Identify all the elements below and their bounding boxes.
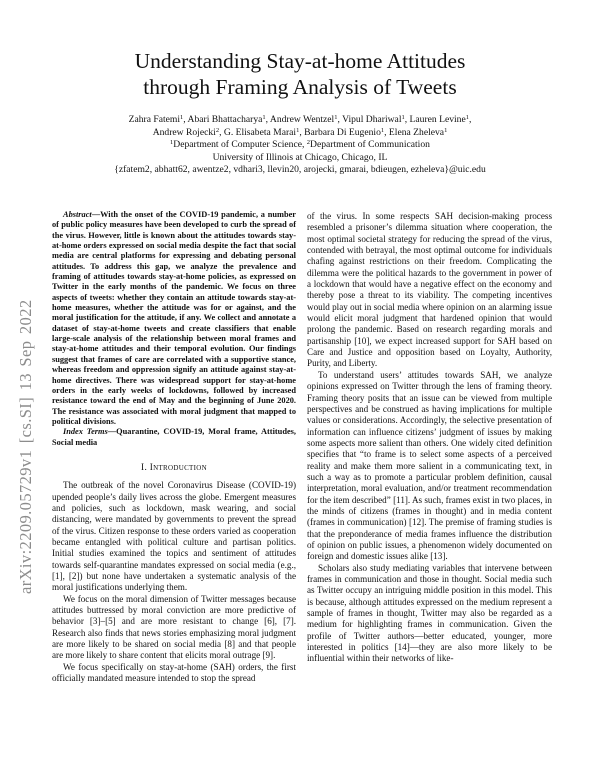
- abstract-text: —With the onset of the COVID-19 pandemic, a number of public policy measures have been developed to curb the spread of the virus. However, little is known about the attitudes towards stay-at-home orders expressed on social media despite the fact that social media are central platforms for expressing and debating personal attitudes. To address this gap, we analyze the prevalence and framing of attitudes towards stay-at-home policies, as expressed on Twitter in the early months of the pandemic. We focus on three aspects of tweets: whether they contain an attitude towards stay-at-home measures, whether the attitude was for or against, and the moral justification for the attitude, if any. We collect and annotate a dataset of stay-at-home tweets and create classifiers that enable large-scale analysis of the relationship between moral frames and stay-at-home attitudes and their temporal evolution. Our findings suggest that frames of care are correlated with a supportive stance, whereas freedom and oppression signify an attitude against stay-at-home directives. There was widespread support for stay-at-home orders in the early weeks of lockdowns, followed by increased resistance toward the end of May and the beginning of June 2020. The resistance was associated with moral judgment that mapped to political divisions.: [52, 210, 296, 426]
- section-heading-introduction: I. Introduction: [141, 462, 207, 473]
- right-column: [307, 211, 552, 665]
- affiliation-departments: $^1$Department of Computer Science, $^2$Department of Communication: [170, 139, 430, 151]
- author-block: [40, 114, 560, 177]
- author-line-2: Andrew Rojecki$^2$, G. Elisabeta Marai$^1$, Barbara Di Eugenio$^1$, Elena Zheleva$^1$: [152, 126, 448, 138]
- intro-paragraph-4: To understand users’ attitudes towards SAH, we analyze opinions expressed on Twitter through the lens of framing theory. Framing theory posits that an issue can be viewed from multiple perspectives and be construed as having implications for multiple values or considerations. Accordingly, the selective presentation of information can influence citizens’ judgment of issues by making some aspects more salient than others. One widely cited definition specifies that “to frame is to select some aspects of a perceived reality and make them more salient in a communicating text, in such a way as to promote a particular problem definition, causal interpretation, moral evaluation, and/or treatment recommendation for the item described” [11]. As such, frames exist in two places, in the minds of citizens (frames in thought) and in media content (frames in communication) [12]. The premise of framing studies is that the preponderance of media frames influence the distribution of opinion on public issues, a phenomenon widely documented on foreign and domestic issues alike [13].: [307, 369, 552, 562]
- title-line-2: through Framing Analysis of Tweets: [143, 75, 457, 99]
- arxiv-identifier-stamp: arXiv:2209.05729v1 [cs.SI] 13 Sep 2022: [16, 299, 35, 594]
- index-terms-text: —Quarantine, COVID-19, Moral frame, Attitudes, Social media: [52, 427, 296, 447]
- abstract-label: Abstract: [63, 210, 92, 219]
- intro-paragraph-1: The outbreak of the novel Coronavirus Disease (COVID-19) upended people’s daily lives across the globe. Emergent measures and policies, such as lockdown, mask wearing, and social distancing, were mandated by governments to prevent the spread of the virus. Citizen response to these orders varied as cooperation became entangled with political culture and partisan politics. Initial studies examined the topics and sentiment of attitudes towards self-quarantine mandates expressed on social media (e.g., [1], [2]) but none have undertaken a systematic analysis of the moral justifications underlying them.: [52, 480, 296, 593]
- intro-paragraph-3: We focus specifically on stay-at-home (SAH) orders, the first officially mandated measure intended to stop the spread: [52, 661, 296, 684]
- left-column: [52, 210, 296, 684]
- title-line-1: Understanding Stay-at-home Attitudes: [134, 49, 466, 73]
- affiliation-university: University of Illinois at Chicago, Chicago, IL: [212, 151, 388, 163]
- index-terms-label: Index Terms: [63, 427, 108, 437]
- intro-paragraph-5: Scholars also study mediating variables that intervene between frames in communication and those in thought. Social media such as Twitter occupy an intriguing middle position in this model. This is because, although attitudes expressed on the medium represent a sample of frames in thought, Twitter may also be regarded as a medium for highlighting frames in communication. Given the profile of Twitter authors—better educated, younger, more interested in politics [14]—they are also more likely to be influential within their networks of like-: [307, 562, 552, 664]
- author-emails: {zfatem2, abhatt62, awentze2, vdhari3, llevin20, arojecki, gmarai, bdieugen, ezheleva}@uic.edu: [114, 164, 486, 176]
- intro-paragraph-2: We focus on the moral dimension of Twitter messages because attitudes buttressed by moral conviction are more predictive of behavior [3]–[5] and are more resistant to change [6], [7]. Research also finds that news stories emphasizing moral judgment are more likely to be shared on social media [8] and that people are more likely to share content that elicits moral outrage [9].: [52, 593, 296, 661]
- paper-title: [60, 48, 540, 100]
- index-terms: [52, 427, 296, 448]
- author-line-1: Zahra Fatemi$^1$, Abari Bhattacharya$^1$, Andrew Wentzel$^1$, Vipul Dhariwal$^1$, Lauren Levine$^1$,: [128, 114, 472, 125]
- intro-paragraph-3-continued: of the virus. In some respects SAH decision-making process resembled a prisoner’s dilemma situation where cooperation, the most optimal societal strategy for reducing the spread of the virus, contended with betrayal, the most optimal outcome for individuals chafing against restrictions on their freedom. Complicating the dilemma were the political hazards to the government in power of a lockdown that would have a negative effect on the economy and thereby pose a threat to its viability. The competing incentives would play out in social media where opinion on an alarming issue would elicit moral judgment that hardened opinion that would prolong the pandemic. Based on research regarding morals and partisanship [10], we expect increased support for SAH based on Care and Justice and opposition based on Loyalty, Authority, Purity, and Liberty.: [307, 211, 552, 369]
- abstract: [52, 210, 296, 427]
